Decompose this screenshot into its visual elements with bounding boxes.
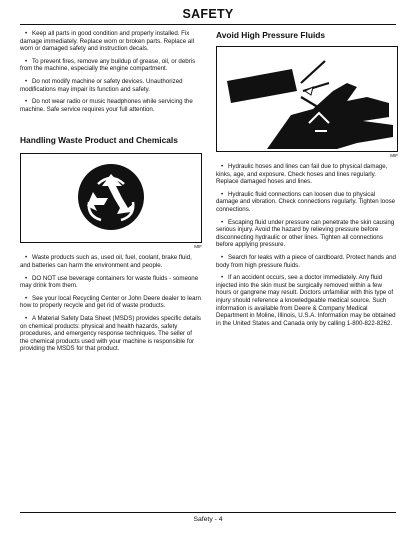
- fluid-bullet: • If an accident occurs, see a doctor immediately. Any fluid injected into the skin must be surgically removed within a few hours or gangrene may result. Doctors unfamiliar with this type of injury should reference a knowledgeable medical source. Such information is available from Deere & Company Medical Department in Moline, Illinois, U.S.A. Information may be obtained in the United States and Canada only by calling 1-800-822-8262.: [216, 274, 396, 327]
- safety-bullet: • To prevent fires, remove any buildup of grease, oil, or debris from the machine, especially the engine compartment.: [20, 57, 196, 73]
- fluid-bullet: • Hydraulic hoses and lines can fail due to physical damage, kinks, age, and exposure. Check hoses and lines regularly. Replace damaged hoses and lines.: [216, 163, 388, 186]
- high-pressure-figure: [216, 46, 398, 152]
- header-rule: [20, 24, 396, 25]
- page-title: SAFETY: [182, 7, 234, 21]
- fluid-bullet: • Escaping fluid under pressure can penetrate the skin causing serious injury. Avoid the hazard by relieving pressure before disconnecting hydraulic or other lines. Tighten all connections before applying pressure.: [216, 218, 395, 249]
- recycle-figure: [20, 153, 202, 243]
- right-column: [216, 30, 398, 332]
- recycle-icon: [21, 154, 201, 240]
- figure-code: MIF: [390, 153, 398, 158]
- waste-bullet: • A Material Safety Data Sheet (MSDS) provides specific details on chemical products: physical and health hazards, safety procedures, and emergency response techniques. The seller of the chemical products used with your machine is responsible for providing the MSDS for that product.: [20, 314, 201, 353]
- safety-bullet: • Do not wear radio or music headphones while servicing the machine. Safe service requires your full attention.: [20, 98, 193, 113]
- fluid-bullet: • Hydraulic fluid connections can loosen due to physical damage and vibration. Check connections regularly. Tighten loose connections.: [216, 190, 396, 213]
- fluid-section-heading: Avoid High Pressure Fluids: [216, 30, 326, 40]
- footer-rule: [20, 512, 396, 513]
- safety-bullet: • Keep all parts in good condition and properly installed. Fix damage immediately. Replace worn or broken parts. Replace all worn or damaged safety and instruction decals.: [20, 30, 194, 53]
- waste-bullet: • See your local Recycling Center or John Deere dealer to learn how to properly recycle and get rid of waste products.: [20, 294, 201, 310]
- waste-section-heading: Handling Waste Product and Chemicals: [20, 135, 178, 146]
- high-pressure-leak-hand-icon: [217, 47, 397, 149]
- waste-bullet: • DO NOT use beverage containers for waste fluids - someone may drink from them.: [20, 274, 199, 290]
- left-column: [20, 30, 202, 358]
- waste-bullet: • Waste products such as, used oil, fuel, coolant, brake fluid, and batteries can harm the environment and people.: [20, 254, 192, 269]
- page-footer: Safety - 4: [193, 516, 223, 523]
- safety-bullet: • Do not modify machine or safety devices. Unauthorized modifications may impair its function and safety.: [20, 77, 183, 93]
- fluid-bullet: • Search for leaks with a piece of cardboard. Protect hands and body from high pressure fluids.: [216, 253, 396, 269]
- figure-code: MIF: [194, 244, 202, 250]
